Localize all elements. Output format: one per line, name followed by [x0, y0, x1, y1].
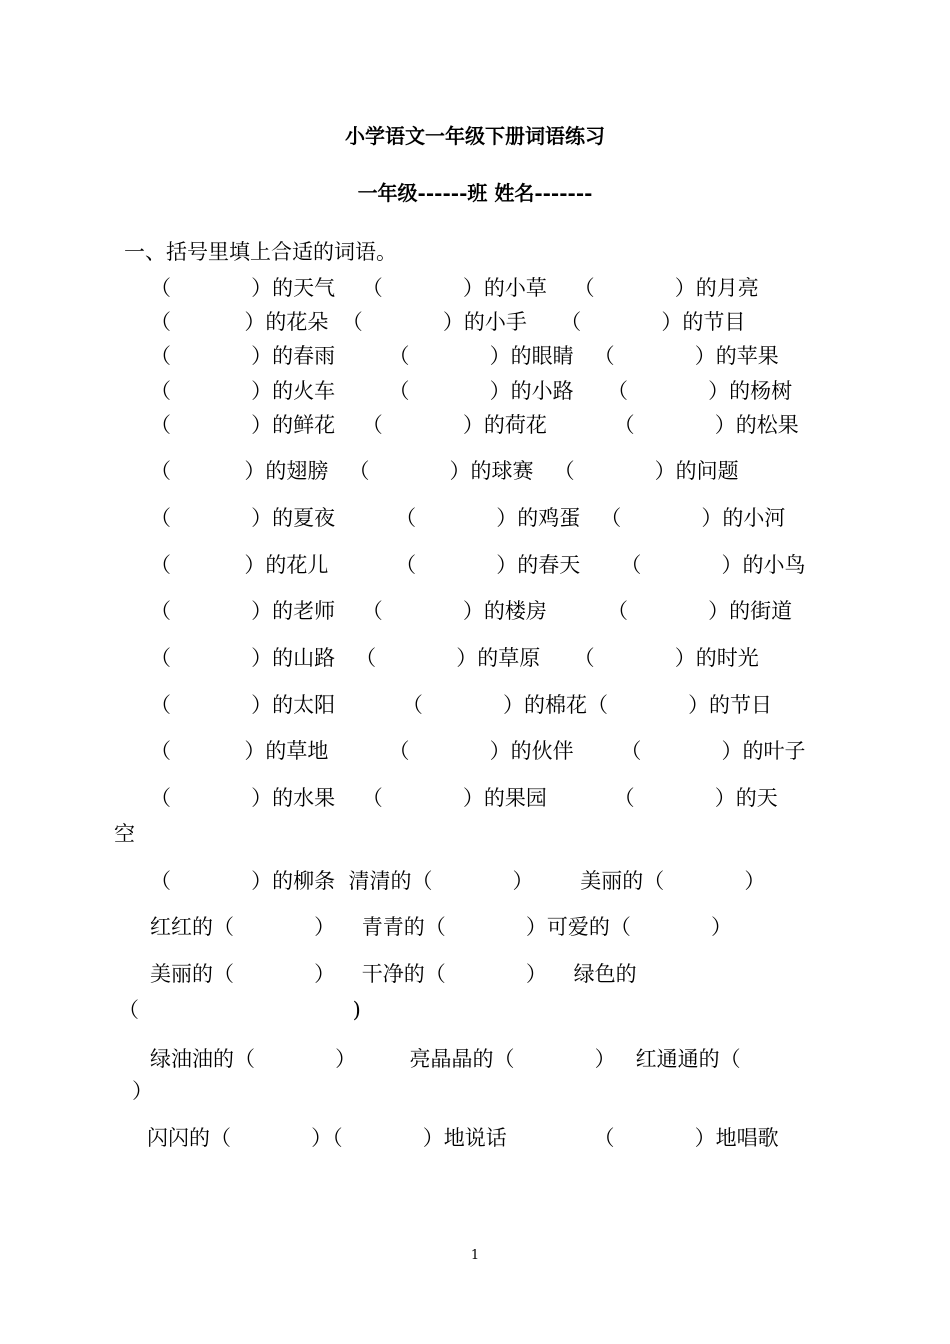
exercise-line: 绿油油的（ ） 亮晶晶的（ ） 红通通的（ — [150, 1047, 741, 1071]
exercise-line: （ ）的山路 （ ）的草原 （ ）的时光 — [150, 646, 759, 670]
exercise-line: （ ）的水果 （ ）的果园 （ ）的天 — [150, 786, 778, 810]
exercise-line: （ ）的鲜花 （ ）的荷花 （ ）的松果 — [150, 413, 799, 437]
exercise-line: （ ）的老师 （ ）的楼房 （ ）的街道 — [150, 599, 793, 623]
exercise-line: （ ）的柳条 清清的（ ） 美丽的（ ） — [150, 869, 766, 893]
exercise-line: （ ）的天气 （ ）的小草 （ ）的月亮 — [150, 276, 759, 300]
exercise-line: 闪闪的（ ）（ ）地说话 （ ）地唱歌 — [147, 1126, 779, 1150]
exercise-line: （ ）的夏夜 （ ）的鸡蛋 （ ）的小河 — [150, 506, 786, 530]
exercise-line: （ ）的花儿 （ ）的春天 （ ）的小鸟 — [150, 553, 806, 577]
exercise-line-wrap: 空 — [114, 822, 135, 846]
exercise-line: （ ）的火车 （ ）的小路 （ ）的杨树 — [150, 379, 793, 403]
exercise-line: （ ）的春雨 （ ）的眼睛 （ ）的苹果 — [150, 344, 779, 368]
section-heading: 一、括号里填上合适的词语。 — [124, 240, 397, 264]
exercise-line: （ ）的花朵 （ ）的小手 （ ）的节目 — [150, 310, 746, 334]
page-title: 小学语文一年级下册词语练习 — [345, 124, 605, 148]
page-number: 1 — [470, 1248, 480, 1263]
exercise-line-wrap: （ ) — [118, 998, 361, 1022]
exercise-line-wrap: ） — [132, 1079, 153, 1103]
exercise-line: （ ）的翅膀 （ ）的球赛 （ ）的问题 — [150, 459, 739, 483]
exercise-line: （ ）的太阳 （ ）的棉花（ ）的节日 — [150, 693, 773, 717]
exercise-line: （ ）的草地 （ ）的伙伴 （ ）的叶子 — [150, 739, 806, 763]
exercise-line: 红红的（ ） 青青的（ ）可爱的（ ） — [150, 915, 733, 939]
exercise-line: 美丽的（ ） 干净的（ ） 绿色的 — [150, 962, 637, 986]
class-name-line: 一年级------班 姓名------- — [357, 181, 593, 205]
